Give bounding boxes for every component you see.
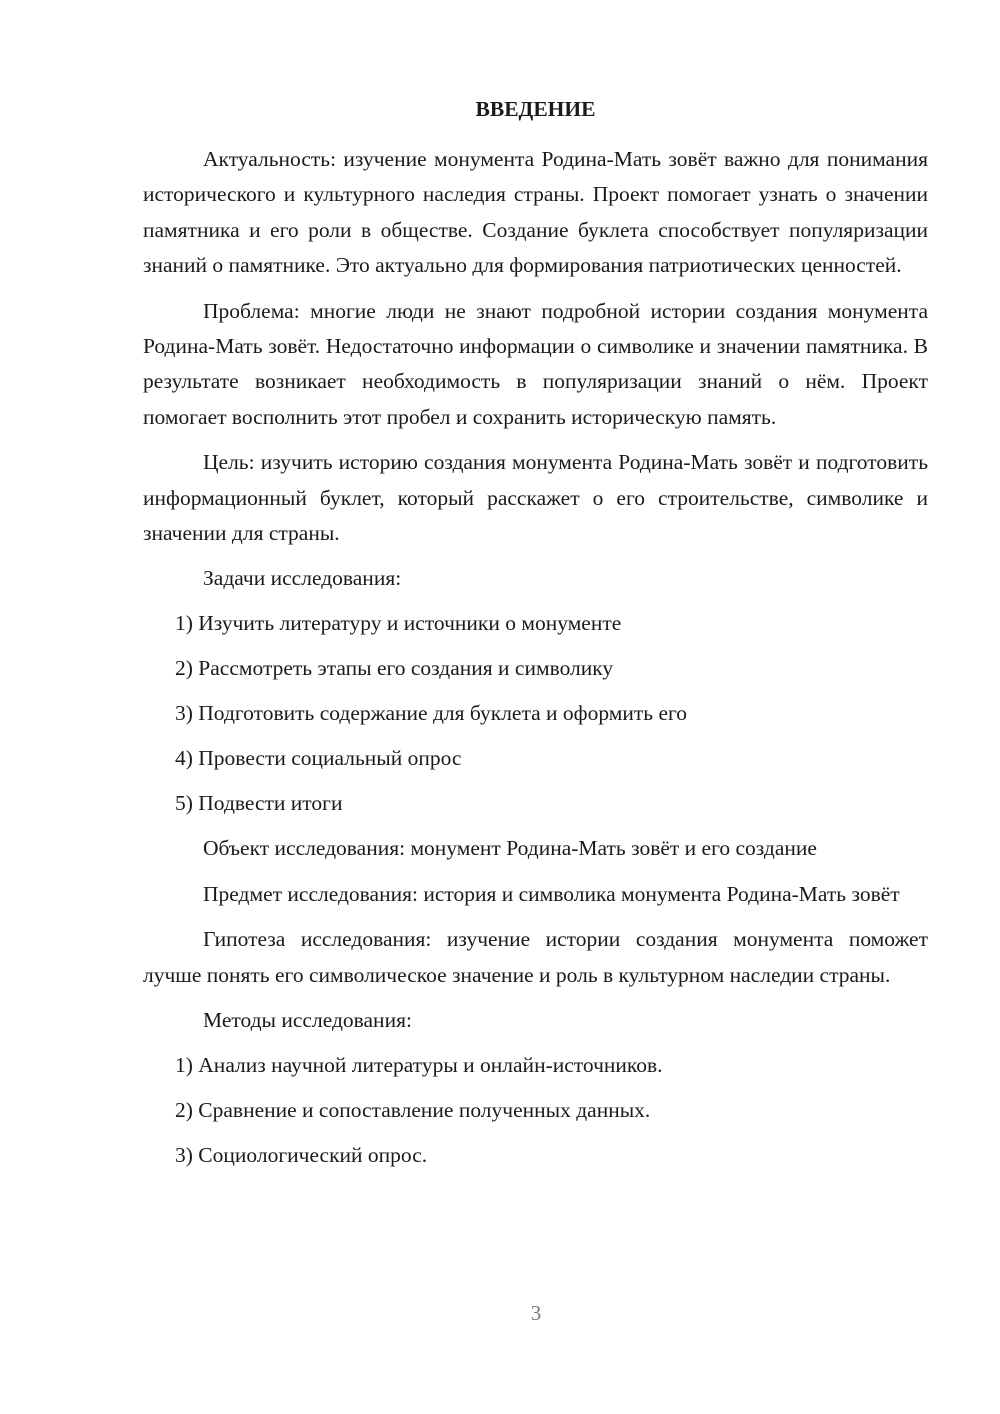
task-item: 3) Подготовить содержание для буклета и оформить его <box>175 701 688 726</box>
problem-paragraph: Проблема: многие люди не знают подробной истории создания монумента Родина-Мать зовёт. Недостаточно информации о символике и значении памятника. В результате возникает необходимость в популяризации знаний о нём. Проект помогает восполнить этот пробел и сохранить историческую память. <box>143 298 928 429</box>
hypothesis-paragraph: Гипотеза исследования: изучение истории создания монумента поможет лучше понять его символическое значение и роль в культурном наследии страны. <box>143 927 928 987</box>
tasks-heading: Задачи исследования: <box>203 566 402 591</box>
task-item: 1) Изучить литературу и источники о монументе <box>175 611 622 636</box>
section-title: ВВЕДЕНИЕ <box>475 97 596 121</box>
task-item: 4) Провести социальный опрос <box>175 746 462 771</box>
goal-paragraph: Цель: изучить историю создания монумента Родина-Мать зовёт и подготовить информационный буклет, который расскажет о его строительстве, символике и значении для страны. <box>143 450 928 546</box>
document-page <box>143 92 928 1183</box>
task-item: 2) Рассмотреть этапы его создания и символику <box>175 656 614 681</box>
method-item: 2) Сравнение и сопоставление полученных данных. <box>175 1098 651 1123</box>
page-number: 3 <box>530 1301 542 1325</box>
relevance-paragraph: Актуальность: изучение монумента Родина-Мать зовёт важно для понимания исторического и культурного наследия страны. Проект помогает узнать о значении памятника и его роли в обществе. Создание буклета способствует популяризации знаний о памятнике. Это актуально для формирования патриотических ценностей. <box>143 147 928 278</box>
method-item: 1) Анализ научной литературы и онлайн-источников. <box>175 1053 663 1078</box>
methods-heading: Методы исследования: <box>203 1008 412 1033</box>
subject-paragraph: Предмет исследования: история и символика монумента Родина-Мать зовёт <box>203 881 900 906</box>
method-item: 3) Социологический опрос. <box>175 1143 428 1168</box>
object-paragraph: Объект исследования: монумент Родина-Мать зовёт и его создание <box>203 836 817 861</box>
task-item: 5) Подвести итоги <box>175 791 343 816</box>
